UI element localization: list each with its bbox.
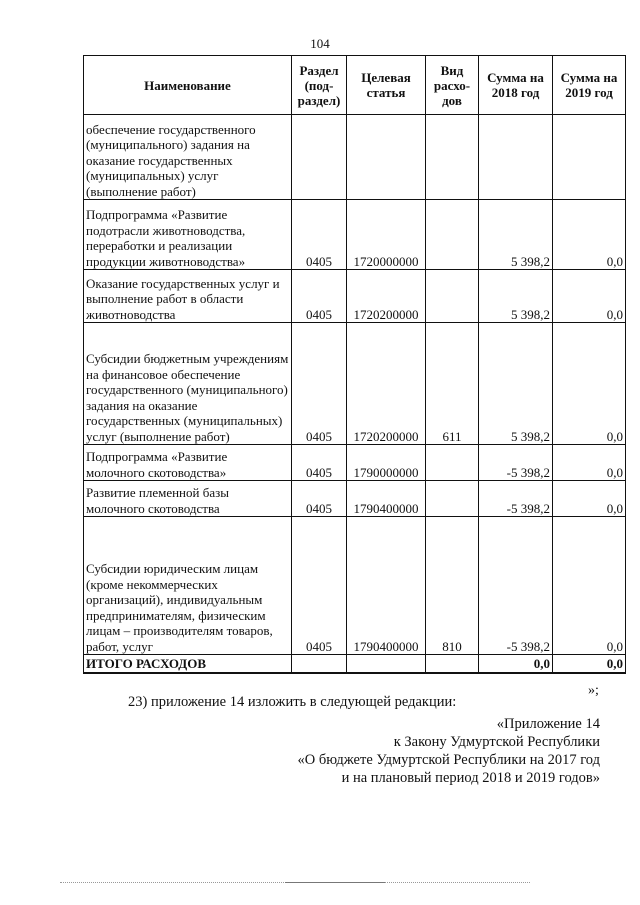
table-row [84, 517, 626, 655]
row-target: 1720200000 [347, 323, 426, 445]
row-sum2018: 5 398,2 [479, 323, 553, 445]
row-target: 1720200000 [347, 270, 426, 323]
header-kind: Вид расхо-дов [426, 56, 479, 115]
row-sum2019: 0,0 [553, 200, 626, 270]
row-name: Субсидии юридическим лицам (кроме некоммерческих организаций), индивидуальным предпринимателям, физическим лицам – производителям товаров, работ, услуг [84, 517, 292, 655]
row-name: Субсидии бюджетным учреждениям на финансовое обеспечение государственного (муниципального) задания на оказание государственных (муниципальных) услуг (выполнение работ) [84, 323, 292, 445]
row-section [292, 115, 347, 200]
appendix-line: «Приложение 14 [496, 716, 600, 732]
row-kind: 810 [426, 517, 479, 655]
appendix-heading [298, 715, 600, 787]
row-section: 0405 [292, 323, 347, 445]
row-name: обеспечение государственного (муниципального) задания на оказание государственных (муниципальных) услуг (выполнение работ) [84, 115, 292, 200]
header-sum2018: Сумма на 2018 год [479, 56, 553, 115]
row-section: 0405 [292, 200, 347, 270]
table-row [84, 270, 626, 323]
appendix-line: «О бюджете Удмуртской Республики на 2017 год [297, 752, 600, 768]
row-sum2019: 0,0 [553, 323, 626, 445]
row-section: 0405 [292, 517, 347, 655]
row-sum2018: -5 398,2 [479, 517, 553, 655]
total-sum2018: 0,0 [479, 655, 553, 673]
total-row [84, 655, 626, 673]
row-kind [426, 200, 479, 270]
row-section: 0405 [292, 481, 347, 517]
amendment-paragraph: 23) приложение 14 изложить в следующей редакции: [128, 694, 457, 710]
header-target: Целевая статья [347, 56, 426, 115]
row-sum2019: 0,0 [553, 481, 626, 517]
row-target: 1720000000 [347, 200, 426, 270]
page-number: 104 [310, 36, 330, 51]
table-row [84, 115, 626, 200]
row-target: 1790400000 [347, 517, 426, 655]
budget-table [83, 55, 626, 674]
row-section: 0405 [292, 270, 347, 323]
table-row [84, 200, 626, 270]
row-sum2019 [553, 115, 626, 200]
table-row [84, 481, 626, 517]
row-name: Подпрограмма «Развитие подотрасли животноводства, переработки и реализации продукции животноводства» [84, 200, 292, 270]
row-kind [426, 115, 479, 200]
total-target-cell [347, 655, 426, 673]
header-sum2019: Сумма на 2019 год [553, 56, 626, 115]
appendix-line: и на плановый период 2018 и 2019 годов» [341, 770, 600, 786]
row-kind [426, 481, 479, 517]
total-label: ИТОГО РАСХОДОВ [84, 655, 292, 673]
row-target [347, 115, 426, 200]
appendix-line: к Закону Удмуртской Республики [393, 734, 600, 750]
footer-divider [285, 882, 385, 883]
row-sum2018: 5 398,2 [479, 200, 553, 270]
table-row [84, 323, 626, 445]
row-sum2019: 0,0 [553, 270, 626, 323]
row-name: Развитие племенной базы молочного скотоводства [84, 481, 292, 517]
header-name: Наименование [84, 56, 292, 115]
row-kind [426, 445, 479, 481]
row-sum2018: -5 398,2 [479, 445, 553, 481]
total-section-cell [292, 655, 347, 673]
table-header-row [84, 56, 626, 115]
total-sum2019: 0,0 [553, 655, 626, 673]
row-sum2018: -5 398,2 [479, 481, 553, 517]
header-section: Раздел (под-раздел) [292, 56, 347, 115]
row-kind [426, 270, 479, 323]
row-target: 1790400000 [347, 481, 426, 517]
table-row [84, 445, 626, 481]
row-name: Подпрограмма «Развитие молочного скотоводства» [84, 445, 292, 481]
row-sum2018 [479, 115, 553, 200]
row-name: Оказание государственных услуг и выполнение работ в области животноводства [84, 270, 292, 323]
row-sum2019: 0,0 [553, 445, 626, 481]
row-kind: 611 [426, 323, 479, 445]
row-sum2019: 0,0 [553, 517, 626, 655]
row-sum2018: 5 398,2 [479, 270, 553, 323]
total-kind-cell [426, 655, 479, 673]
row-section: 0405 [292, 445, 347, 481]
row-target: 1790000000 [347, 445, 426, 481]
closing-quote-mark: »; [588, 683, 599, 698]
